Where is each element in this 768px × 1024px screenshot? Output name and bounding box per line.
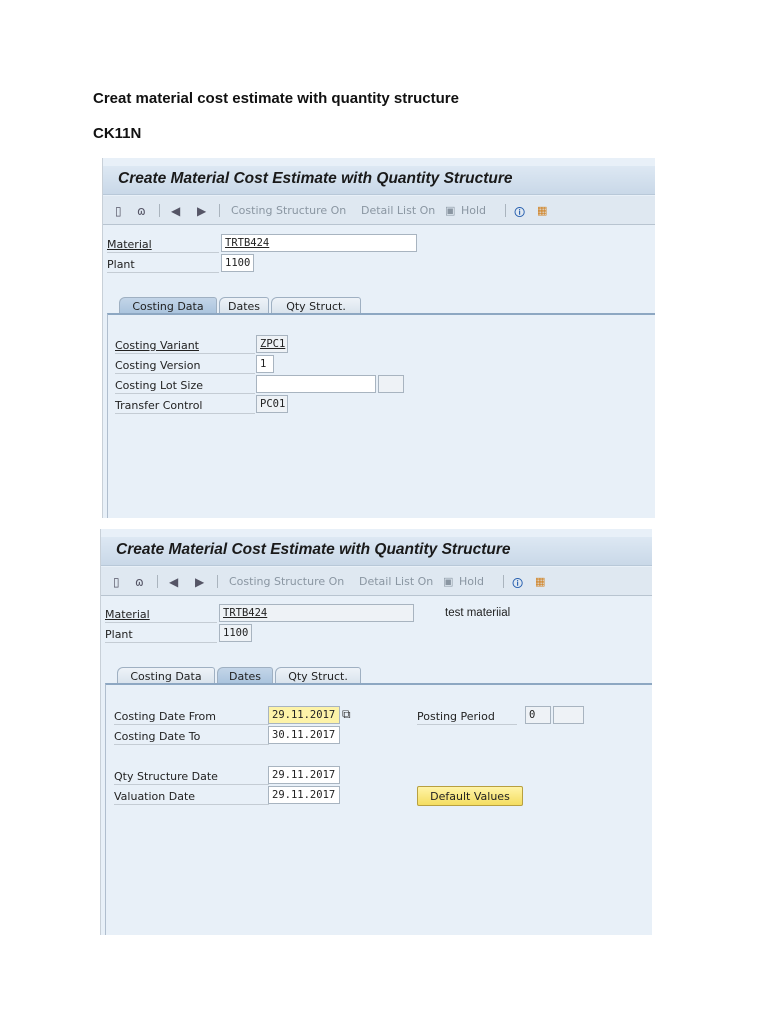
previous-icon[interactable]: ◀: [169, 575, 179, 589]
posting-period-label: Posting Period: [417, 710, 517, 725]
costing-date-to-label: Costing Date To: [114, 730, 269, 745]
costing-date-from-label: Costing Date From: [114, 710, 269, 725]
info-icon[interactable]: 🛈: [512, 577, 524, 590]
detail-list-button[interactable]: Detail List On: [361, 204, 436, 217]
transaction-code: CK11N: [93, 125, 142, 142]
document-heading: Creat material cost estimate with quantity structure: [93, 90, 459, 107]
tab-qty-struct[interactable]: Qty Struct.: [271, 297, 361, 314]
screen-title: Create Material Cost Estimate with Quantity Structure: [118, 170, 513, 187]
calendar-icon[interactable]: ⧉: [342, 707, 351, 721]
tab-qty-struct[interactable]: Qty Struct.: [275, 667, 361, 684]
transfer-control-field[interactable]: PC01: [256, 395, 288, 413]
title-bar: [103, 166, 655, 195]
costing-version-field[interactable]: 1: [256, 355, 274, 373]
tab-dates[interactable]: Dates: [219, 297, 269, 314]
costing-version-label: Costing Version: [115, 359, 255, 374]
costing-structure-button[interactable]: Costing Structure On: [229, 575, 345, 588]
plant-label: Plant: [105, 628, 217, 643]
tab-costing-data[interactable]: Costing Data: [119, 297, 217, 314]
costing-variant-field[interactable]: ZPC1: [256, 335, 288, 353]
glasses-display-icon[interactable]: ɷ: [135, 575, 144, 589]
plant-field[interactable]: 1100: [219, 624, 252, 642]
costing-variant-label: Costing Variant: [115, 339, 255, 354]
lot-size-unit-field[interactable]: [378, 375, 404, 393]
hold-button[interactable]: Hold: [459, 575, 485, 588]
transfer-control-label: Transfer Control: [115, 399, 255, 414]
costing-date-to-field[interactable]: 30.11.2017: [268, 726, 340, 744]
valuation-date-field[interactable]: 29.11.2017: [268, 786, 340, 804]
screenshot-costing-data: [102, 158, 655, 518]
new-document-icon[interactable]: ▯: [113, 575, 120, 589]
detail-list-button[interactable]: Detail List On: [359, 575, 434, 588]
toolbar: [101, 567, 652, 596]
material-label: Material: [107, 238, 219, 253]
material-field[interactable]: TRTB424: [221, 234, 417, 252]
settings-icon[interactable]: ▦: [535, 575, 546, 588]
costing-structure-button[interactable]: Costing Structure On: [231, 204, 347, 217]
qty-structure-date-field[interactable]: 29.11.2017: [268, 766, 340, 784]
plant-label: Plant: [107, 258, 219, 273]
valuation-date-label: Valuation Date: [114, 790, 269, 805]
previous-icon[interactable]: ◀: [171, 204, 181, 218]
costing-lot-size-label: Costing Lot Size: [115, 379, 255, 394]
material-field[interactable]: TRTB424: [219, 604, 414, 622]
costing-date-from-field[interactable]: 29.11.2017: [268, 706, 340, 724]
glasses-display-icon[interactable]: ɷ: [137, 204, 146, 218]
next-icon[interactable]: ▶: [195, 575, 205, 589]
material-description: test materiial: [445, 607, 511, 619]
hold-icon[interactable]: ▣: [443, 575, 454, 588]
screenshot-dates: [100, 529, 652, 935]
toolbar: [103, 196, 655, 225]
screen-title: Create Material Cost Estimate with Quantity Structure: [116, 541, 511, 558]
costing-lot-size-field[interactable]: [256, 375, 376, 393]
next-icon[interactable]: ▶: [197, 204, 207, 218]
dates-panel: [105, 683, 652, 935]
hold-button[interactable]: Hold: [461, 204, 487, 217]
posting-year-field[interactable]: [553, 706, 584, 724]
posting-period-field[interactable]: 0: [525, 706, 551, 724]
tab-costing-data[interactable]: Costing Data: [117, 667, 215, 684]
hold-icon[interactable]: ▣: [445, 204, 456, 217]
new-document-icon[interactable]: ▯: [115, 204, 122, 218]
costing-data-panel: [107, 313, 655, 518]
settings-icon[interactable]: ▦: [537, 204, 548, 217]
plant-field[interactable]: 1100: [221, 254, 254, 272]
default-values-button[interactable]: Default Values: [417, 786, 523, 806]
qty-structure-date-label: Qty Structure Date: [114, 770, 269, 785]
info-icon[interactable]: 🛈: [514, 206, 526, 219]
tab-dates[interactable]: Dates: [217, 667, 273, 684]
material-label: Material: [105, 608, 217, 623]
title-bar: [101, 537, 652, 566]
